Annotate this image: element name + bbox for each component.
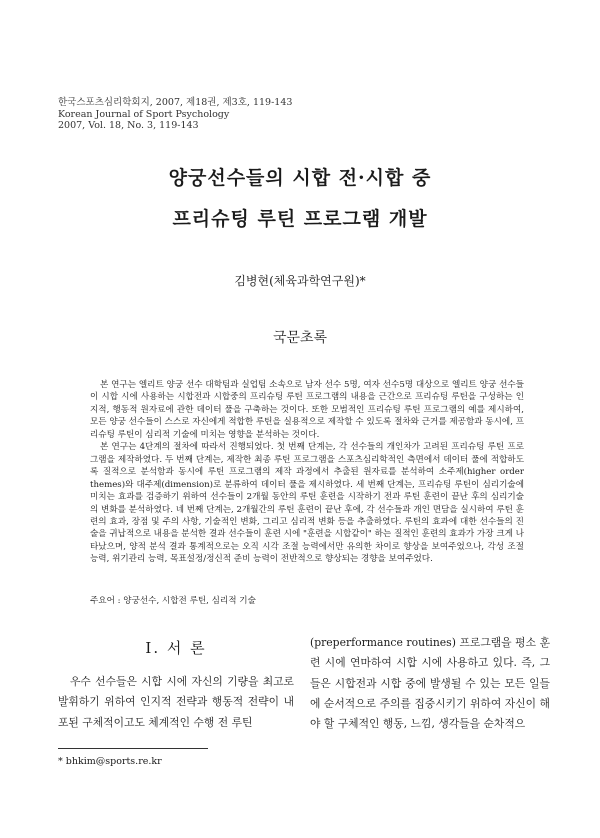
abstract-paragraph: 본 연구는 엘리트 양궁 선수 대학팀과 실업팀 소속으로 남자 선수 5명, 여자 선수5명 대상으로 엘리트 양궁 선수들이 시합 시에 사용하는 시합전과 시합중의 프리슈팅 루틴 프로그램의 내용을 근간으로 프리슈팅 루틴을 구성하는 인지적, 행동적 원자료에 관한 데이터 풀을 구축하는 것이다. 또한 모범적인 프리슈팅 루틴 프로그램의 예를 제시하여, 모든 양궁 선수들이 스스로 자신에게 적합한 루틴을 실용적으로 제작할 수 있도록 절차와 근거를 제공함과 동시에, 프리슈팅 루틴이 심리적 기술에 미치는 영향을 분석하는 것이다. [90, 380, 524, 440]
journal-info [58, 97, 292, 132]
body-column-left [58, 672, 294, 733]
abstract-heading: 국문초록 [272, 330, 328, 346]
footnote-email: * bhkim@sports.re.kr [58, 756, 162, 767]
author: 김병현(체육과학연구원)* [234, 274, 366, 288]
body-paragraph: 우수 선수들은 시합 시에 자신의 기량을 최고로 발휘하기 위하여 인지적 전략과 행동적 전략이 내포된 구체적이고도 체계적인 수행 전 루틴 [58, 675, 294, 729]
abstract-paragraph: 본 연구는 4단계의 절차에 따라서 진행되었다. 첫 번째 단계는, 각 선수들의 개인차가 고려된 프리슈팅 루틴 프로그램을 제작하였다. 두 번째 단계는, 제작한 최종 루틴 프로그램을 스포츠심리학적인 측면에서 데이터 풀에 적합하도록 질적으로 분석함과 동시에 루틴 프로그램의 제작 과정에서 추출된 원자료를 분석하여 소주제(higher order themes)와 대주제(dimension)로 분류하여 데이터 풀을 제시하였다. 세 번째 단계는, 프리슈팅 루틴이 심리기술에 미치는 효과를 검증하기 위하여 선수들이 2개월 동안의 루틴 훈련을 시작하기 전과 루틴 훈련이 끝난 후의 심리기술의 변화를 분석하였다. 네 번째 단계는, 2개월간의 루틴 훈련이 끝난 후에, 각 선수들과 개인 면담을 실시하여 루틴 훈련의 효과, 장점 및 주의 사항, 기술적인 변화, 그리고 심리적 변화 등을 추출하였다. 루틴의 효과에 대한 선수들의 진술을 귀납적으로 내용을 분석한 결과 선수들이 훈련 시에 "훈련을 시합같이" 하는 질적인 훈련의 효과가 가장 크게 나타났으며, 양적 분석 결과 통계적으로는 오직 시각 조절 능력에서만 유의한 차이로 향상을 보여주었으나, 각성 조절 능력, 위기관리 능력, 목표설정/정신적 준비 능력이 전반적으로 향상되는 경향을 보여주었다. [90, 442, 524, 565]
journal-citation-english: 2007, Vol. 18, No. 3, 119-143 [58, 120, 199, 131]
section-heading: Ⅰ. 서 론 [145, 639, 207, 657]
paper-title-line2: 프리슈팅 루틴 프로그램 개발 [172, 208, 428, 230]
body-paragraph: (preperformance routines) 프로그램을 평소 훈련 시에 연마하여 시합 시에 사용하고 있다. 즉, 그들은 시합전과 시합 중에 발생될 수 있는 모든 일들에 순서적으로 주의를 집중시키기 위하여 자신이 해야 할 구체적인 행동, 느낌, 생각들을 순차적으 [310, 636, 550, 731]
journal-name-english: Korean Journal of Sport Psychology [58, 108, 230, 120]
footnote-divider [58, 748, 208, 749]
keywords: 주요어 : 양궁선수, 시합전 루틴, 심리적 기술 [90, 596, 256, 606]
abstract-body [90, 379, 524, 566]
body-column-right [310, 633, 550, 734]
journal-citation-korean: 한국스포츠심리학회지, 2007, 제18권, 제3호, 119-143 [58, 97, 293, 108]
paper-title-line1: 양궁선수들의 시합 전·시합 중 [168, 167, 432, 189]
